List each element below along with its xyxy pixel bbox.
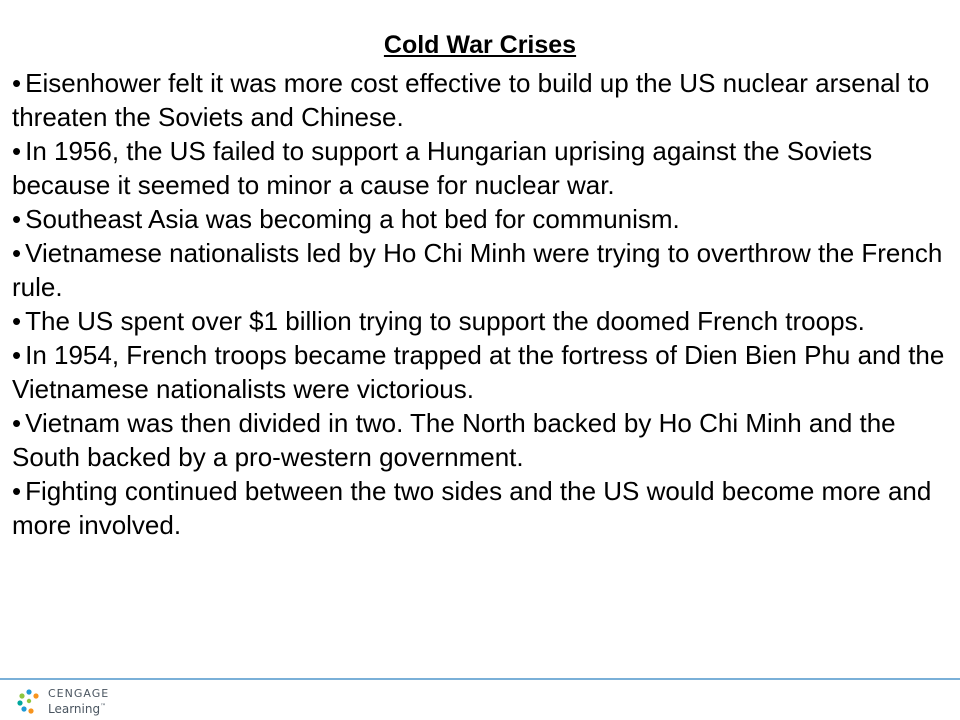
bullet-text: Southeast Asia was becoming a hot bed for communism. (25, 204, 680, 234)
bullet-glyph: • (12, 136, 22, 166)
logo-word-learning-text: Learning (48, 701, 101, 716)
slide-title: Cold War Crises (383, 31, 577, 59)
bullet-glyph: • (12, 238, 22, 268)
bullet-text: Vietnam was then divided in two. The North backed by Ho Chi Minh and the South backed by a pro-western government. (12, 408, 896, 472)
bullet-glyph: • (12, 340, 22, 370)
bullet-glyph: • (12, 306, 22, 336)
bullet-glyph: • (12, 408, 22, 438)
bullet-text: Eisenhower felt it was more cost effective to build up the US nuclear arsenal to threaten the Soviets and Chinese. (12, 68, 930, 132)
bullet-item (12, 304, 952, 338)
footer-divider (0, 678, 960, 680)
bullet-item (12, 406, 952, 474)
bullet-text: In 1956, the US failed to support a Hungarian uprising against the Soviets because it seemed to minor a cause for nuclear war. (12, 136, 873, 200)
bullet-glyph: • (12, 476, 22, 506)
logo-dot (28, 708, 33, 713)
bullet-item (12, 474, 952, 542)
logo-dot (33, 693, 38, 698)
logo-word-learning (48, 700, 109, 716)
bullet-text: Fighting continued between the two sides and the US would become more and more involved. (12, 476, 932, 540)
bullet-text: In 1954, French troops became trapped at the fortress of Dien Bien Phu and the Vietnamese nationalists were victorious. (12, 340, 945, 404)
bullet-list (12, 66, 952, 542)
bullet-text: The US spent over $1 billion trying to support the doomed French troops. (25, 306, 865, 336)
cengage-logo (16, 686, 109, 716)
cengage-logo-icon (16, 688, 42, 714)
bullet-item (12, 236, 952, 304)
bullet-item (12, 202, 952, 236)
logo-dot (19, 693, 24, 698)
bullet-text: Vietnamese nationalists led by Ho Chi Minh were trying to overthrow the French rule. (12, 238, 943, 302)
logo-word-cengage: CENGAGE (48, 686, 110, 700)
logo-dot (21, 706, 26, 711)
logo-dot (27, 699, 31, 703)
bullet-glyph: • (12, 68, 22, 98)
bullet-item (12, 66, 952, 134)
bullet-item (12, 338, 952, 406)
bullet-glyph: • (12, 204, 22, 234)
logo-dot (17, 700, 22, 705)
logo-text (48, 687, 109, 716)
logo-dot (26, 689, 31, 694)
trademark-symbol: ™ (100, 702, 107, 710)
bullet-item (12, 134, 952, 202)
